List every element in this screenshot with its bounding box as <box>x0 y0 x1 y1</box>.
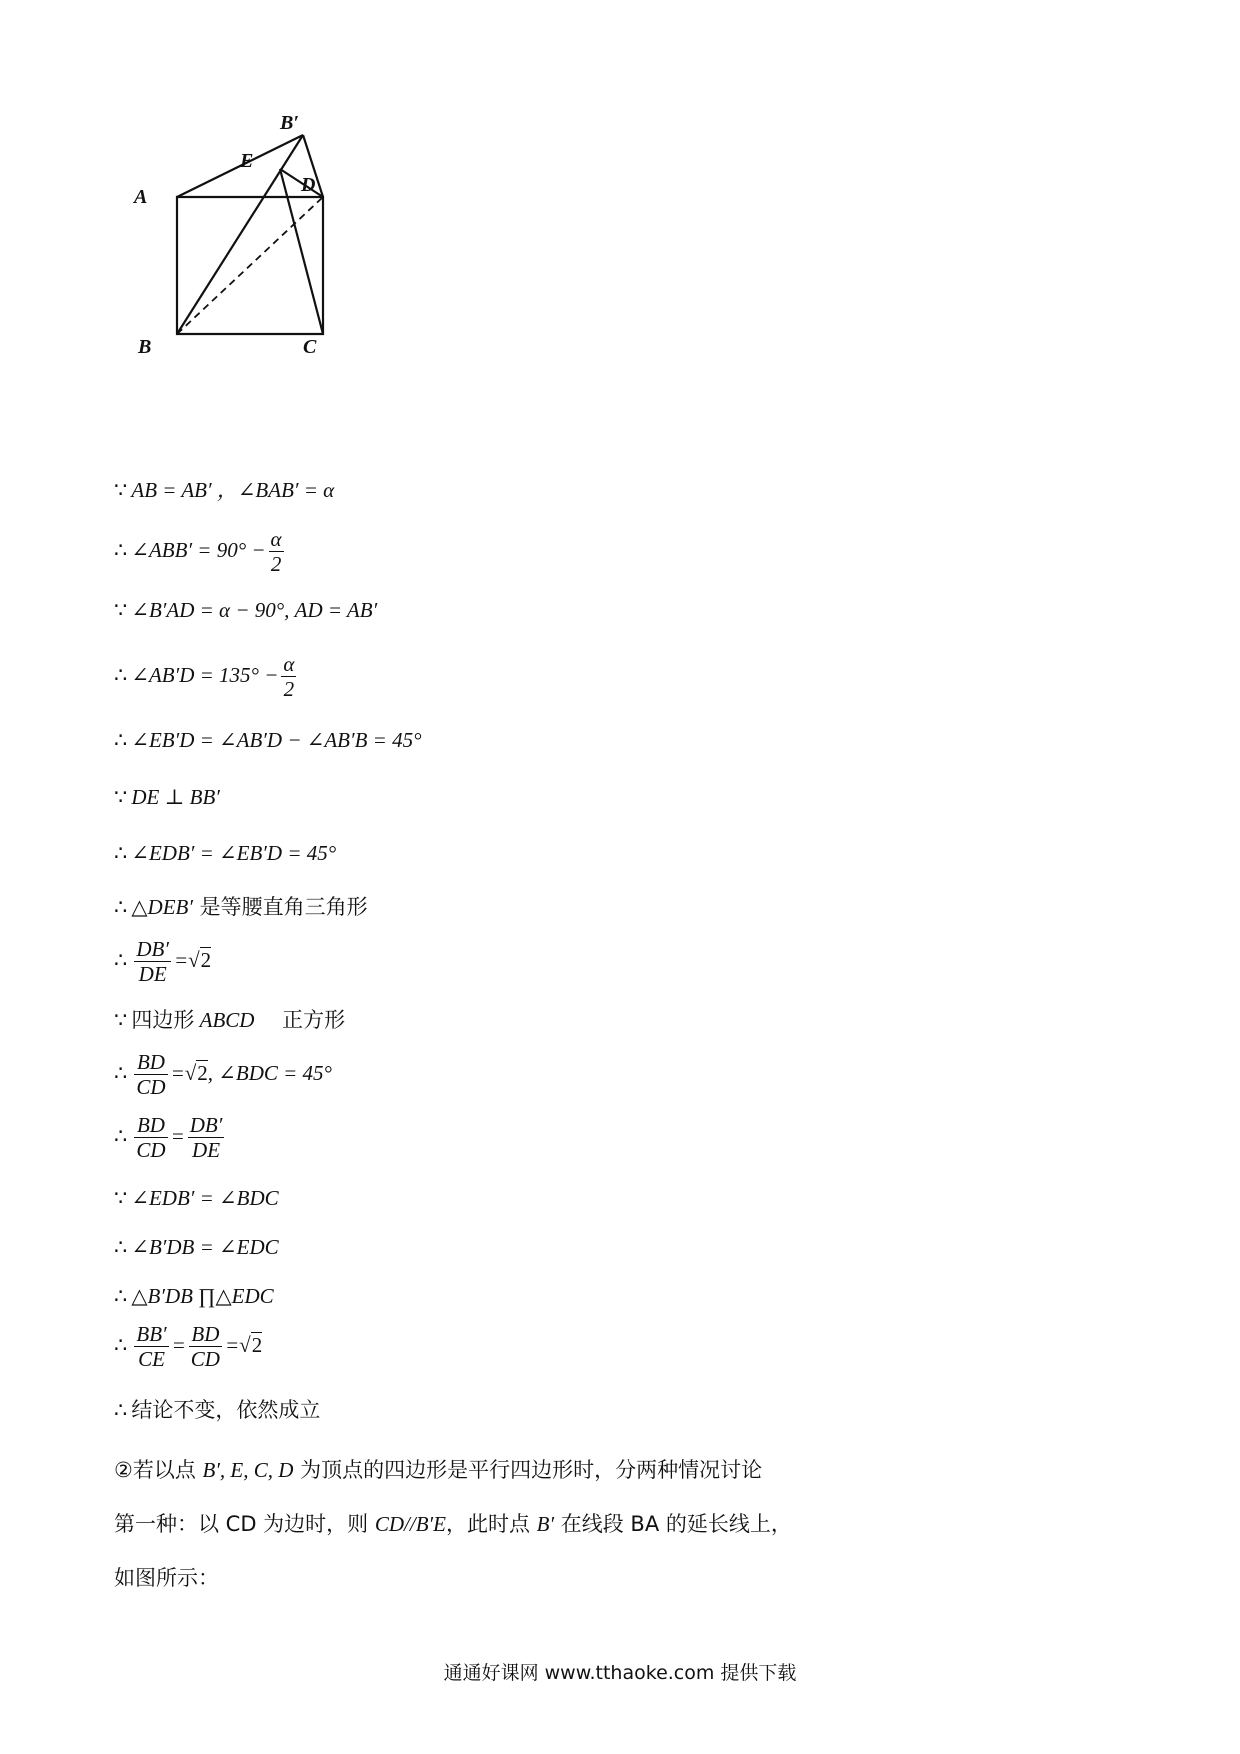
label-e: E <box>240 150 254 172</box>
fraction: $\frac{DB'}{DE}$ <box>189 1113 223 1163</box>
proof-line-4: ∴ ∠AB′D = 135° − $\frac{\alpha}{2}$ <box>114 652 295 702</box>
proof-line-12: ∴ $\frac{BD}{CD}$ = $\frac{DB'}{DE}$ <box>114 1113 223 1163</box>
proof-line-17: ∴ 结论不变，依然成立 <box>114 1398 321 1422</box>
fraction: $\frac{\alpha}{2}$ <box>270 527 282 577</box>
label-a: A <box>134 186 148 208</box>
fraction: $\frac{DB'}{DE}$ <box>136 937 169 987</box>
page-footer: 通通好课网 www.tthaoke.com 提供下载 <box>443 1662 797 1684</box>
proof-line-2: ∴ ∠ABB′ = 90° − $\frac{\alpha}{2}$ <box>114 527 282 577</box>
sqrt: √2 <box>239 1333 263 1358</box>
proof-line-1: ∵ AB = AB′ ，∠BAB′ = α <box>114 478 335 502</box>
paragraph-first-case: 第一种：以 CD 为边时，则 CD//B′E，此时点 B′ 在线段 BA 的延长线上， <box>114 1512 792 1536</box>
proof-line-15: ∴ △B′DB ∏△EDC <box>114 1284 274 1308</box>
proof-line-6: ∵ DE ⊥ BB′ <box>114 785 220 809</box>
proof-line-10: ∵ 四边形 ABCD 正方形 <box>114 1008 346 1032</box>
proof-line-16: ∴ $\frac{BB'}{CE}$ = $\frac{BD}{CD}$ =√2 <box>114 1322 263 1372</box>
sqrt: √2 <box>188 948 212 973</box>
proof-line-13: ∵ ∠EDB′ = ∠BDC <box>114 1186 279 1210</box>
fraction: $\frac{\alpha}{2}$ <box>283 652 295 702</box>
label-bprime: B′ <box>280 112 299 134</box>
proof-line-9: ∴ $\frac{DB'}{DE}$ =√2 <box>114 937 212 987</box>
fraction: $\frac{BD}{CD}$ <box>190 1322 220 1372</box>
proof-line-7: ∴ ∠EDB′ = ∠EB′D = 45° <box>114 841 337 865</box>
label-d: D <box>301 174 316 196</box>
paragraph-as-shown: 如图所示： <box>114 1566 219 1590</box>
fraction: $\frac{BD}{CD}$ <box>136 1050 166 1100</box>
geometry-figure <box>134 112 380 405</box>
proof-line-3: ∵ ∠B′AD = α − 90°, AD = AB′ <box>114 598 378 622</box>
proof-line-11: ∴ $\frac{BD}{CD}$ =√2, ∠BDC = 45° <box>114 1050 332 1100</box>
label-c: C <box>303 336 317 358</box>
fraction: $\frac{BB'}{CE}$ <box>136 1322 167 1372</box>
sqrt: √2 <box>184 1061 208 1086</box>
paragraph-case-2: ②若以点 B′, E, C, D 为顶点的四边形是平行四边形时，分两种情况讨论 <box>114 1458 763 1482</box>
fraction: $\frac{BD}{CD}$ <box>136 1113 166 1163</box>
label-b: B <box>138 336 152 358</box>
proof-line-5: ∴ ∠EB′D = ∠AB′D − ∠AB′B = 45° <box>114 728 422 752</box>
proof-line-8: ∴ △DEB′ 是等腰直角三角形 <box>114 895 368 919</box>
proof-line-14: ∴ ∠B′DB = ∠EDC <box>114 1235 279 1259</box>
